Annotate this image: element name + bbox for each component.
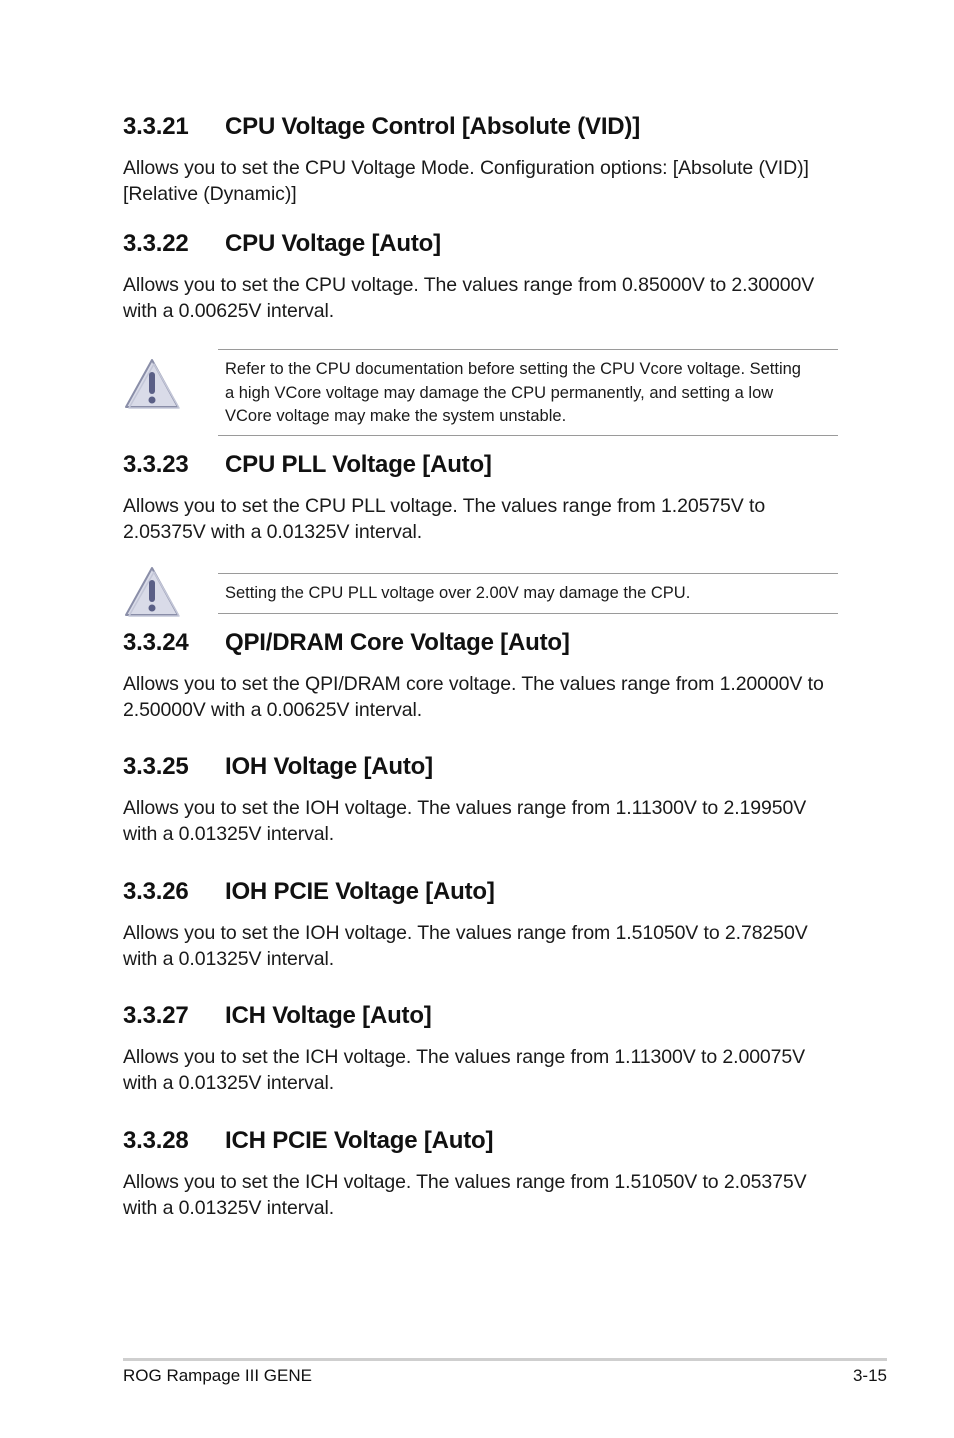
footer-page-number: 3-15 [852,1366,887,1385]
section-title: ICH Voltage [Auto] [225,1002,432,1029]
footer-divider [123,1358,887,1361]
body-line: 2.50000V with a 0.00625V interval. [123,699,423,721]
section-3-3-21 [123,113,843,207]
section-body [123,1169,843,1221]
note-divider [218,349,838,350]
section-body [123,155,843,207]
section-title: IOH PCIE Voltage [Auto] [225,878,495,905]
section-3-3-26 [123,878,843,972]
warning-icon [123,565,181,619]
section-number: 3.3.24 [123,629,189,656]
section-heading [123,113,843,141]
section-3-3-25 [123,753,843,847]
note-text [225,358,838,429]
section-heading [123,1002,843,1030]
warning-note [123,349,838,436]
section-number: 3.3.22 [123,230,189,257]
warning-note [123,573,838,614]
section-number: 3.3.26 [123,878,189,905]
section-3-3-23 [123,451,843,545]
body-line: Allows you to set the CPU Voltage Mode. Configuration options: [Absolute (VID)] [123,157,809,179]
section-3-3-27 [123,1002,843,1096]
body-line: Allows you to set the IOH voltage. The values range from 1.51050V to 2.78250V [123,922,808,944]
section-3-3-28 [123,1127,843,1221]
section-number: 3.3.28 [123,1127,189,1154]
section-number: 3.3.25 [123,753,189,780]
section-number: 3.3.23 [123,451,189,478]
body-line: with a 0.01325V interval. [123,948,335,970]
section-3-3-24 [123,629,843,723]
body-line: with a 0.00625V interval. [123,300,335,322]
section-title: CPU PLL Voltage [Auto] [225,451,492,478]
body-line: Allows you to set the IOH voltage. The values range from 1.11300V to 2.19950V [123,797,807,819]
note-text [225,582,838,606]
section-heading [123,451,843,479]
body-line: Allows you to set the CPU PLL voltage. The values range from 1.20575V to [123,495,766,517]
body-line: Allows you to set the ICH voltage. The values range from 1.11300V to 2.00075V [123,1046,806,1068]
warning-icon [123,357,181,411]
body-line: Allows you to set the ICH voltage. The values range from 1.51050V to 2.05375V [123,1171,807,1193]
note-divider [218,573,838,574]
section-number: 3.3.21 [123,113,189,140]
section-body [123,920,843,972]
section-title: QPI/DRAM Core Voltage [Auto] [225,629,570,656]
section-body [123,272,843,324]
body-line: Allows you to set the CPU voltage. The values range from 0.85000V to 2.30000V [123,274,815,296]
section-3-3-22 [123,230,843,324]
section-body [123,1044,843,1096]
body-line: with a 0.01325V interval. [123,823,335,845]
section-heading [123,230,843,258]
section-heading [123,878,843,906]
section-number: 3.3.27 [123,1002,189,1029]
section-heading [123,629,843,657]
section-title: ICH PCIE Voltage [Auto] [225,1127,494,1154]
section-title: IOH Voltage [Auto] [225,753,433,780]
section-title: CPU Voltage Control [Absolute (VID)] [225,113,641,140]
section-body [123,493,843,545]
body-line: 2.05375V with a 0.01325V interval. [123,521,423,543]
section-heading [123,1127,843,1155]
body-line: with a 0.01325V interval. [123,1072,335,1094]
section-body [123,795,843,847]
note-line: VCore voltage may make the system unstable. [225,407,567,425]
section-heading [123,753,843,781]
body-line: with a 0.01325V interval. [123,1197,335,1219]
note-line: a high VCore voltage may damage the CPU permanently, and setting a low [225,383,774,402]
note-divider [218,435,838,436]
note-line: Setting the CPU PLL voltage over 2.00V may damage the CPU. [225,584,691,602]
footer-product-name: ROG Rampage III GENE [123,1366,312,1385]
note-divider [218,613,838,614]
body-line: [Relative (Dynamic)] [123,183,297,205]
body-line: Allows you to set the QPI/DRAM core voltage. The values range from 1.20000V to [123,673,824,695]
note-line: Refer to the CPU documentation before setting the CPU Vcore voltage. Setting [225,360,801,378]
section-body [123,671,843,723]
section-title: CPU Voltage [Auto] [225,230,441,257]
